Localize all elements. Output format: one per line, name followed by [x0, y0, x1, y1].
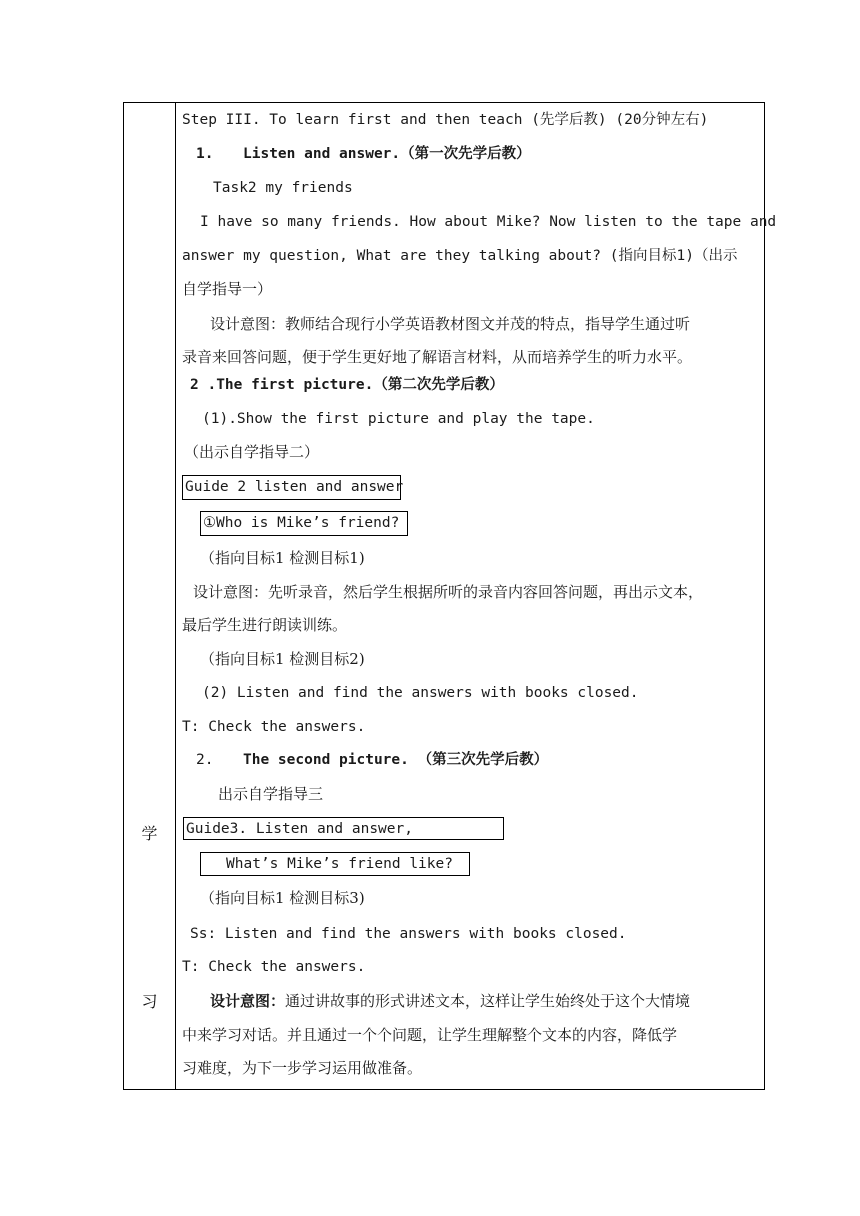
students-listen: Ss: Listen and find the answers with books closed.	[190, 926, 627, 942]
listen-find-answers: (2) Listen and find the answers with books closed.	[202, 685, 639, 701]
design-intent-3-c: 习难度，为下一步学习运用做准备。	[182, 1059, 423, 1077]
guide-three-note: 出示自学指导三	[218, 785, 324, 803]
guide-3-box: Guide3. Listen and answer,	[183, 817, 504, 840]
show-first-picture: (1).Show the first picture and play the tape.	[202, 411, 595, 427]
paragraph-1-line-a: I have so many friends. How about Mike? Now listen to the tape and	[200, 214, 777, 230]
item-2-heading: 2 .The first picture.（第二次先学后教）	[190, 377, 504, 393]
item-3-number: 2.	[196, 752, 214, 768]
design-intent-3-a	[210, 991, 690, 1011]
item-1-text: Listen and answer.（第一次先学后教）	[243, 146, 531, 162]
design-intent-3-a-text: 通过讲故事的形式讲述文本，这样让学生始终处于这个大情境	[285, 992, 691, 1010]
target-note-3: （指向目标1 检测目标3)	[200, 889, 365, 907]
design-intent-1-b: 录音来回答问题，便于学生更好地了解语言材料，从而培养学生的听力水平。	[182, 348, 693, 366]
design-intent-1-a: 设计意图：教师结合现行小学英语教材图文并茂的特点，指导学生通过听	[210, 315, 691, 333]
guide-two-note: （出示自学指导二）	[184, 443, 320, 461]
task-2-title: Task2 my friends	[213, 180, 353, 196]
item-3-text: The second picture. （第三次先学后教）	[243, 752, 549, 768]
design-intent-3-b: 中来学习对话。并且通过一个个问题，让学生理解整个文本的内容，降低学	[182, 1026, 678, 1044]
check-answers-2: T: Check the answers.	[182, 959, 366, 975]
design-intent-2-b: 最后学生进行朗读训练。	[182, 616, 348, 634]
target-note-1: （指向目标1 检测目标1)	[200, 549, 365, 567]
question-3-box: What’s Mike’s friend like?	[200, 852, 470, 876]
design-intent-2-a: 设计意图：先听录音，然后学生根据所听的录音内容回答问题，再出示文本，	[193, 583, 704, 601]
design-intent-3-label: 设计意图：	[210, 992, 286, 1010]
item-1-number: 1.	[196, 146, 214, 162]
check-answers-1: T: Check the answers.	[182, 719, 366, 735]
column-divider	[175, 103, 176, 1089]
paragraph-1-line-c: 自学指导一）	[182, 280, 273, 298]
side-label-xi: 习	[141, 992, 158, 1011]
side-label-xue: 学	[141, 824, 158, 843]
step-three-heading: Step III. To learn first and then teach (先学后教) (20分钟左右)	[182, 112, 709, 128]
paragraph-1-line-b: answer my question, What are they talking about? (指向目标1)（出示	[182, 248, 738, 264]
guide-2-box: Guide 2 listen and answer	[182, 475, 401, 500]
question-1-box: ①Who is Mike’s friend?	[200, 511, 408, 536]
target-note-2: （指向目标1 检测目标2)	[200, 650, 365, 668]
